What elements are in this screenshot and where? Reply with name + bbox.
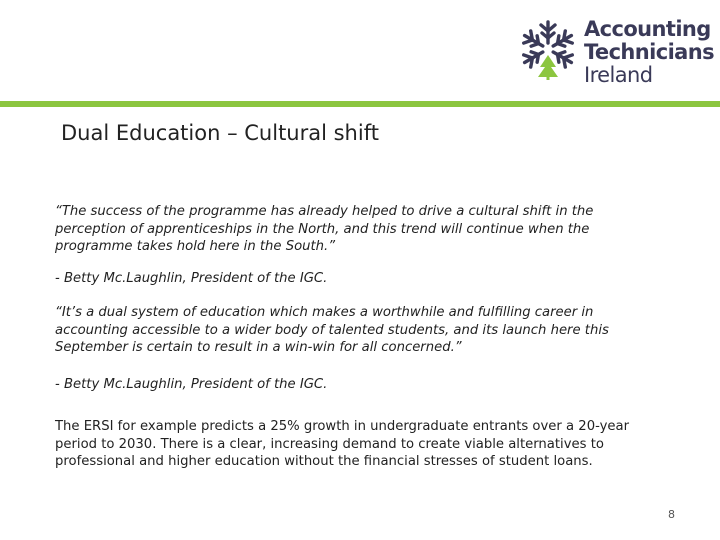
body-paragraph-text: The ERSI for example predicts a 25% growth in undergraduate entrants over a 20-year period to 2030. There is a clear, increasing demand to create viable alternatives to professional and higher education without the financial stresses of student loans. <box>55 419 630 469</box>
quote-1 <box>55 203 665 256</box>
attribution-2-text: - Betty Mc.Laughlin, President of the IGC. <box>55 377 328 392</box>
quote-1-text: “The success of the programme has already helped to drive a cultural shift in the perception of apprenticeships in the North, and this trend will continue when the programme takes hold here in the South.” <box>55 204 594 254</box>
company-logo <box>517 17 714 87</box>
logo-wordmark <box>584 18 714 87</box>
page-number: 8 <box>668 508 675 521</box>
logo-line-1: Accounting <box>584 17 711 41</box>
quote-2-text: “It’s a dual system of education which makes a worthwhile and fulfilling career in accounting accessible to a wider body of talented students, and its launch here this September is certain to result in a win-win for all concerned.” <box>55 305 609 355</box>
quote-2 <box>55 304 665 357</box>
logo-line-3: Ireland <box>584 63 653 87</box>
attribution-1-text: - Betty Mc.Laughlin, President of the IGC. <box>55 271 328 286</box>
attribution-1 <box>55 270 665 288</box>
body-paragraph <box>55 418 665 471</box>
header-divider <box>0 101 720 107</box>
attribution-2 <box>55 376 665 394</box>
snowflake-logo-icon <box>517 18 579 80</box>
logo-line-2: Technicians <box>584 40 714 64</box>
slide-title: Dual Education – Cultural shift <box>61 121 379 145</box>
